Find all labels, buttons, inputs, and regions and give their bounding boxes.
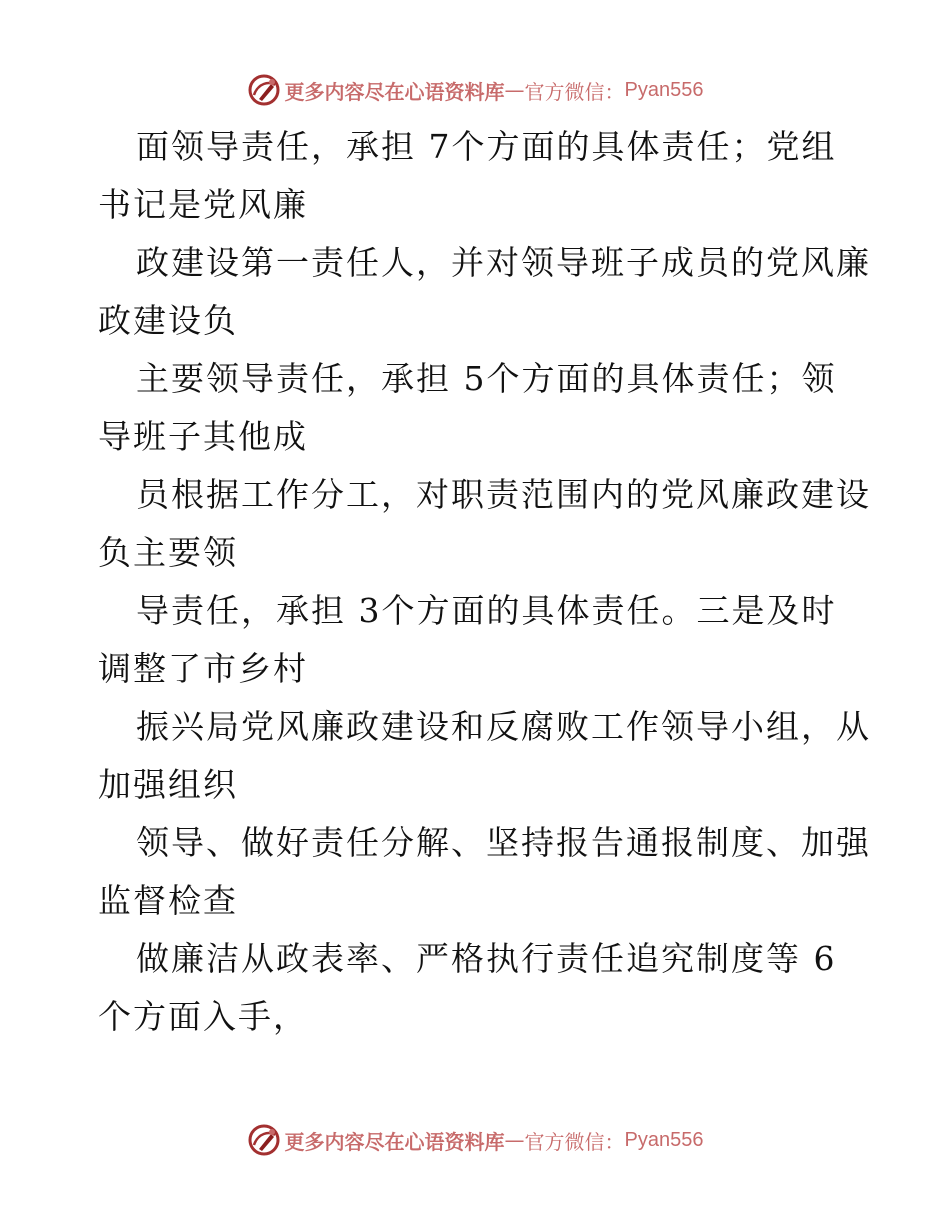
paragraph-line: 负主要领 <box>98 533 238 572</box>
paragraph <box>98 814 871 930</box>
paragraph-line: 政建设第一责任人，并对领导班子成员的党风廉 <box>136 243 871 282</box>
banner-dash: — <box>504 1128 525 1152</box>
paragraph-line: 政建设负 <box>98 301 238 340</box>
paragraph <box>98 582 858 698</box>
paragraph-line: 员根据工作分工，对职责范围内的党风廉政建设 <box>136 475 871 514</box>
logo-icon <box>247 73 281 107</box>
paragraph-line: 领导、做好责任分解、坚持报告通报制度、加强 <box>136 823 871 862</box>
paragraph-line: 监督检查 <box>98 881 238 920</box>
paragraph-line: 导班子其他成 <box>98 417 308 456</box>
paragraph-line: 导责任，承担 3个方面的具体责任。三是及时 <box>136 591 837 630</box>
paragraph <box>98 466 871 582</box>
banner-text: 更多内容尽在心语资料库 <box>284 1129 505 1154</box>
paragraph <box>98 350 858 466</box>
footer-banner <box>0 1120 950 1160</box>
banner-wechat-id: Pyan556 <box>624 78 704 101</box>
banner-dash: — <box>504 78 525 102</box>
paragraph <box>98 118 858 234</box>
paragraph-line: 加强组织 <box>98 765 238 804</box>
banner-text: 更多内容尽在心语资料库 <box>284 79 505 104</box>
logo-icon <box>247 1123 281 1157</box>
paragraph-line: 做廉洁从政表率、严格执行责任追究制度等 6 <box>136 939 837 978</box>
document-body <box>98 118 871 1046</box>
banner-label: 官方微信： <box>524 1129 625 1154</box>
paragraph-line: 调整了市乡村 <box>98 649 308 688</box>
paragraph-line: 主要领导责任，承担 5个方面的具体责任；领 <box>136 359 837 398</box>
paragraph <box>98 698 871 814</box>
paragraph-line: 面领导责任，承担 7个方面的具体责任；党组 <box>136 127 837 166</box>
banner-label: 官方微信： <box>524 79 625 104</box>
paragraph <box>98 930 858 1046</box>
paragraph-line: 振兴局党风廉政建设和反腐败工作领导小组，从 <box>136 707 871 746</box>
paragraph <box>98 234 871 350</box>
paragraph-line: 书记是党风廉 <box>98 185 308 224</box>
banner-wechat-id: Pyan556 <box>624 1128 704 1151</box>
header-banner <box>0 70 950 110</box>
paragraph-line: 个方面入手， <box>98 997 308 1036</box>
